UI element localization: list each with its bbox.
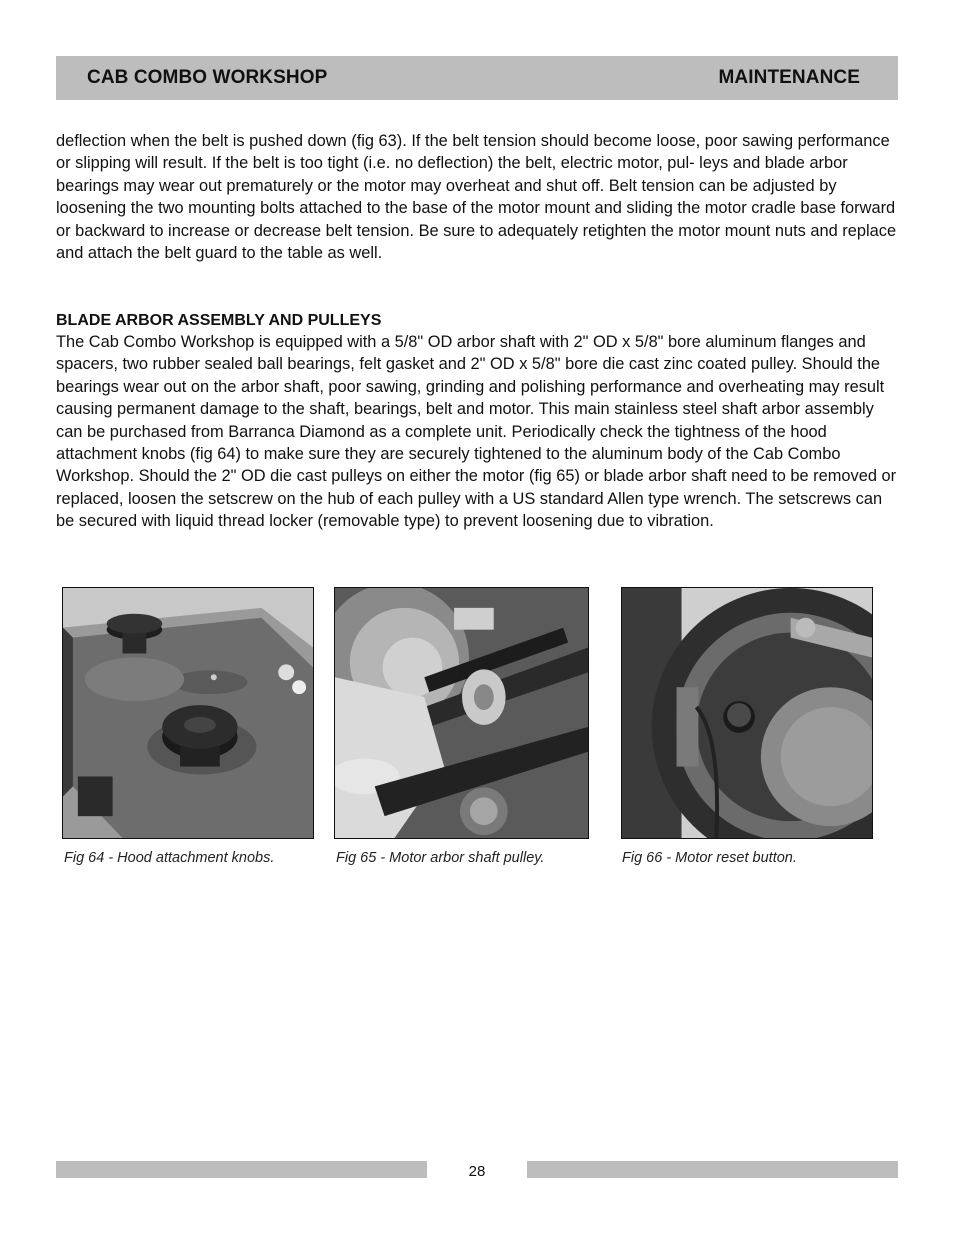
- footer-bar-right: [527, 1161, 898, 1178]
- figure-motor-reset-photo: [621, 587, 873, 839]
- page-header: [56, 56, 898, 100]
- section-paragraph: The Cab Combo Workshop is equipped with a 5/8" OD arbor shaft with 2" OD x 5/8" bore aluminum flanges and spacers, two rubber sealed ball bearings, felt gasket and 2" OD x 5/8" bore die cast zinc coated pulley. Should the bearings wear out on the arbor shaft, poor sawing, grinding and polishing performance and overheating may result causing permanent damage to the shaft, bearings, belt and motor. This main stainless steel shaft arbor assembly can be purchased from Barranca Diamond as a complete unit. Periodically check the tightness of the hood attachment knobs (fig 64) to make sure they are securely tightened to the aluminum body of the Cab Combo Workshop. Should the 2" OD die cast pulleys on either the motor (fig 65) or blade arbor shaft need to be removed or replaced, loosen the setscrew on the hub of each pulley with a US standard Allen type wrench. The setscrews can be secured with liquid thread locker (removable type) to prevent loosening due to vibration.: [56, 333, 897, 531]
- page-number: 28: [468, 1163, 486, 1180]
- footer-bar-left: [56, 1161, 427, 1178]
- figure-motor-pulley-photo: [334, 587, 589, 839]
- figure-hood-knobs-photo: [62, 587, 314, 839]
- figure-caption-64: Fig 64 - Hood attachment knobs.: [64, 850, 275, 866]
- header-section: MAINTENANCE: [718, 67, 860, 88]
- intro-paragraph: deflection when the belt is pushed down (fig 63). If the belt tension should become loose, poor sawing performance or slipping will result. If the belt is too tight (i.e. no deflection) the belt, electric motor, pul- leys and blade arbor bearings may wear out prematurely or the motor may overheat and shut off. Belt tension can be adjusted by loosening the two mounting bolts attached to the base of the motor mount and sliding the motor cradle base forward or backward to increase or decrease belt tension. Be sure to adequately retighten the motor mount nuts and replace and attach the belt guard to the table as well.: [56, 132, 897, 263]
- figure-caption-66: Fig 66 - Motor reset button.: [622, 850, 797, 866]
- section-heading: BLADE ARBOR ASSEMBLY AND PULLEYS: [56, 312, 382, 329]
- figure-caption-65: Fig 65 - Motor arbor shaft pulley.: [336, 850, 545, 866]
- header-title: CAB COMBO WORKSHOP: [87, 67, 328, 88]
